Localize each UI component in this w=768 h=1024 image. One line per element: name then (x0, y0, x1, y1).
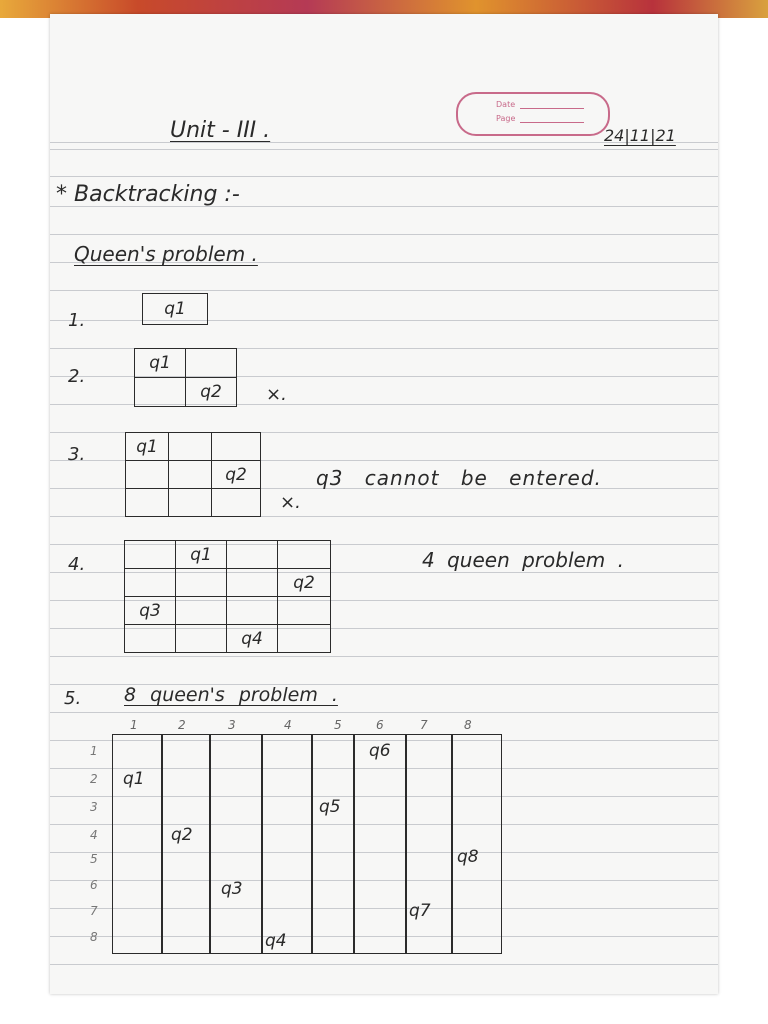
column-label: 6 (376, 718, 384, 732)
board-cell (169, 461, 212, 489)
queen-marker: q7 (409, 901, 431, 921)
board-cell: q2 (186, 378, 237, 407)
queen-marker: q5 (319, 797, 341, 817)
stamp-page-label: Page (496, 114, 516, 123)
board-cell (125, 625, 176, 653)
board-cell (212, 489, 261, 517)
column-label: 2 (178, 718, 186, 732)
board-1x1 (142, 293, 208, 325)
board-cell (227, 541, 278, 569)
column-divider (161, 735, 163, 953)
board-cell: q2 (278, 569, 331, 597)
column-label: 5 (334, 718, 342, 732)
row-label: 6 (90, 878, 98, 892)
example-number: 4. (68, 554, 86, 575)
column-label: 1 (130, 718, 138, 732)
eight-queen-title: 8 queen's problem . (124, 684, 338, 706)
board-cell (176, 597, 227, 625)
board-cell: q1 (176, 541, 227, 569)
column-label: 7 (420, 718, 428, 732)
board-cell (135, 378, 186, 407)
column-divider (209, 735, 211, 953)
board-cell (169, 433, 212, 461)
board-cell: q3 (125, 597, 176, 625)
queen-marker: q3 (221, 879, 243, 899)
subheading: Queen's problem . (74, 242, 258, 266)
board-cell (125, 569, 176, 597)
stamp-date-label: Date (496, 100, 516, 109)
column-divider (311, 735, 313, 953)
board-cell: q1 (135, 349, 186, 378)
column-label: 3 (228, 718, 236, 732)
invalid-mark: ×. (280, 492, 301, 513)
board-cell (212, 433, 261, 461)
invalid-mark: ×. (266, 384, 287, 405)
example-note: q3 cannot be entered. (316, 466, 602, 490)
board-cell (126, 489, 169, 517)
board-2x2 (134, 348, 237, 407)
unit-title: Unit - III . (170, 118, 271, 143)
board-cell: q1 (126, 433, 169, 461)
row-label: 4 (90, 828, 98, 842)
section-heading: * Backtracking :- (56, 182, 240, 207)
column-divider (261, 735, 263, 953)
board-cell (126, 461, 169, 489)
board-cell: q1 (143, 294, 208, 325)
board-cell (278, 625, 331, 653)
board-cell (169, 489, 212, 517)
board-cell (176, 625, 227, 653)
column-divider (353, 735, 355, 953)
row-label: 5 (90, 852, 98, 866)
queen-marker: q1 (123, 769, 145, 789)
board-cell (227, 597, 278, 625)
row-label: 8 (90, 930, 98, 944)
column-divider (405, 735, 407, 953)
board-cell (125, 541, 176, 569)
example-number: 5. (64, 688, 82, 709)
board-cell (278, 541, 331, 569)
board-cell (278, 597, 331, 625)
board-3x3 (125, 432, 261, 517)
queen-marker: q4 (265, 931, 287, 951)
row-label: 1 (90, 744, 98, 758)
board-4x4 (124, 540, 331, 653)
board-8x8 (112, 734, 502, 954)
board-cell (227, 569, 278, 597)
notebook-page (50, 14, 718, 994)
example-number: 3. (68, 444, 86, 465)
queen-marker: q6 (369, 741, 391, 761)
column-label: 8 (464, 718, 472, 732)
board-cell: q2 (212, 461, 261, 489)
example-number: 2. (68, 366, 86, 387)
row-label: 7 (90, 904, 98, 918)
example-note: 4 queen problem . (422, 548, 625, 572)
page-date: 24|11|21 (604, 126, 676, 145)
board-cell (176, 569, 227, 597)
date-page-stamp (456, 92, 610, 136)
queen-marker: q2 (171, 825, 193, 845)
example-number: 1. (68, 310, 86, 331)
row-label: 3 (90, 800, 98, 814)
board-cell (186, 349, 237, 378)
column-label: 4 (284, 718, 292, 732)
board-cell: q4 (227, 625, 278, 653)
row-label: 2 (90, 772, 98, 786)
queen-marker: q8 (457, 847, 479, 867)
column-divider (451, 735, 453, 953)
